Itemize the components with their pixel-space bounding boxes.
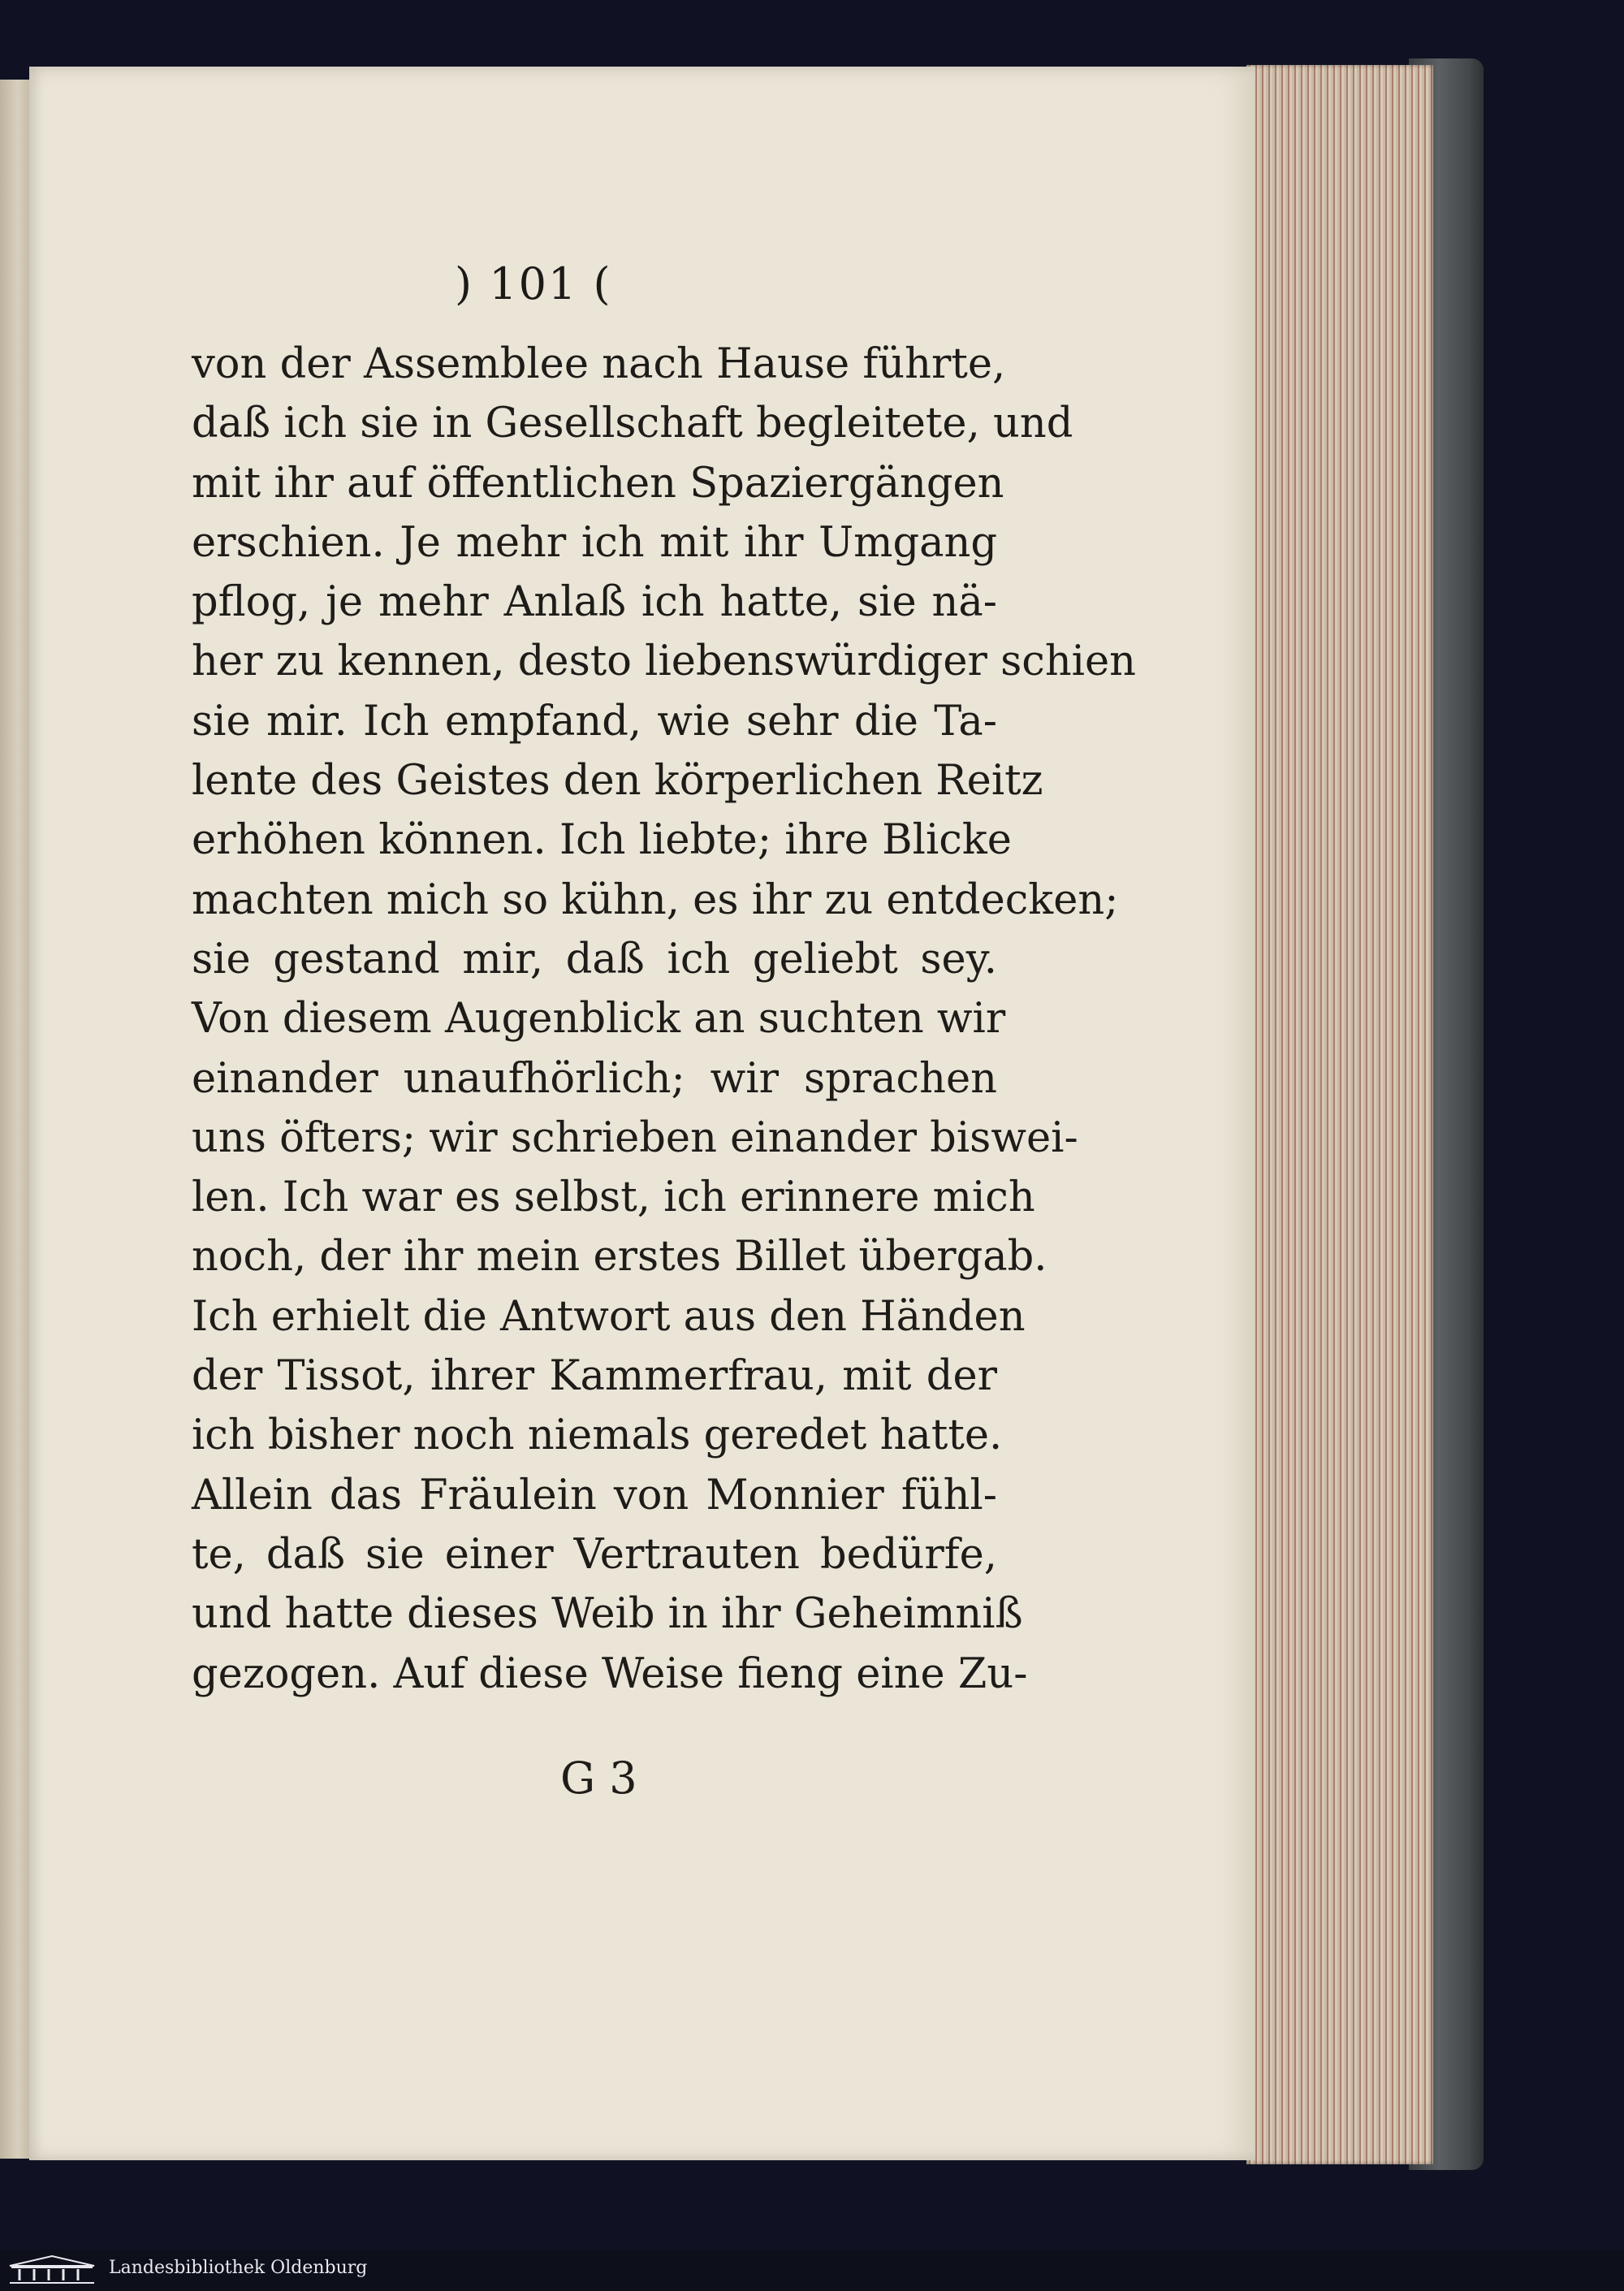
text-line: daß ich sie in Gesellschaft begleitete, und (192, 400, 1073, 448)
text-line: lente des Geistes den körperlichen Reitz (192, 757, 1043, 806)
library-name: Landesbibliothek Oldenburg (109, 2258, 368, 2278)
text-line: machten mich so kühn, es ihr zu entdecken; (192, 875, 1119, 924)
text-line: einander unaufhörlich; wir sprachen (192, 1054, 997, 1103)
text-line: gezogen. Auf diese Weise fieng eine Zu- (192, 1649, 1028, 1698)
library-building-icon (6, 2254, 97, 2285)
text-line: sie mir. Ich empfand, wie sehr die Ta- (192, 697, 997, 746)
left-page-edge (0, 80, 31, 2159)
printer-signature-mark: G 3 (560, 1753, 637, 1804)
text-line: te, daß sie einer Vertrauten bedürfe, (192, 1530, 997, 1579)
text-line: Ich erhielt die Antwort aus den Händen (192, 1292, 1026, 1341)
text-line: her zu kennen, desto liebenswürdiger schien (192, 638, 1137, 686)
text-line: erschien. Je mehr ich mit ihr Umgang (192, 518, 997, 567)
text-line: erhöhen können. Ich liebte; ihre Blicke (192, 816, 1012, 865)
text-line: noch, der ihr mein erstes Billet übergab. (192, 1233, 1047, 1282)
text-line: uns öfters; wir schrieben einander biswei- (192, 1113, 1078, 1162)
footer-bar (0, 2250, 1624, 2291)
text-line: ich bisher noch niemals geredet hatte. (192, 1411, 1003, 1460)
page-number-header: ) 101 ( (455, 258, 612, 309)
text-line: der Tissot, ihrer Kammerfrau, mit der (192, 1352, 997, 1401)
text-line: sie gestand mir, daß ich geliebt sey. (192, 935, 997, 983)
text-line: mit ihr auf öffentlichen Spaziergängen (192, 459, 1004, 508)
text-line: len. Ich war es selbst, ich erinnere mich (192, 1174, 1035, 1222)
text-line: pflog, je mehr Anlaß ich hatte, sie nä- (192, 578, 997, 627)
page-text-body (192, 335, 1137, 1704)
text-line: von der Assemblee nach Hause führte, (192, 340, 1006, 388)
text-line: Von diesem Augenblick an suchten wir (192, 995, 1006, 1044)
text-line: und hatte dieses Weib in ihr Geheimniß (192, 1590, 1023, 1639)
page-block-edges (1246, 65, 1433, 2164)
text-line: Allein das Fräulein von Monnier fühl- (192, 1471, 997, 1519)
